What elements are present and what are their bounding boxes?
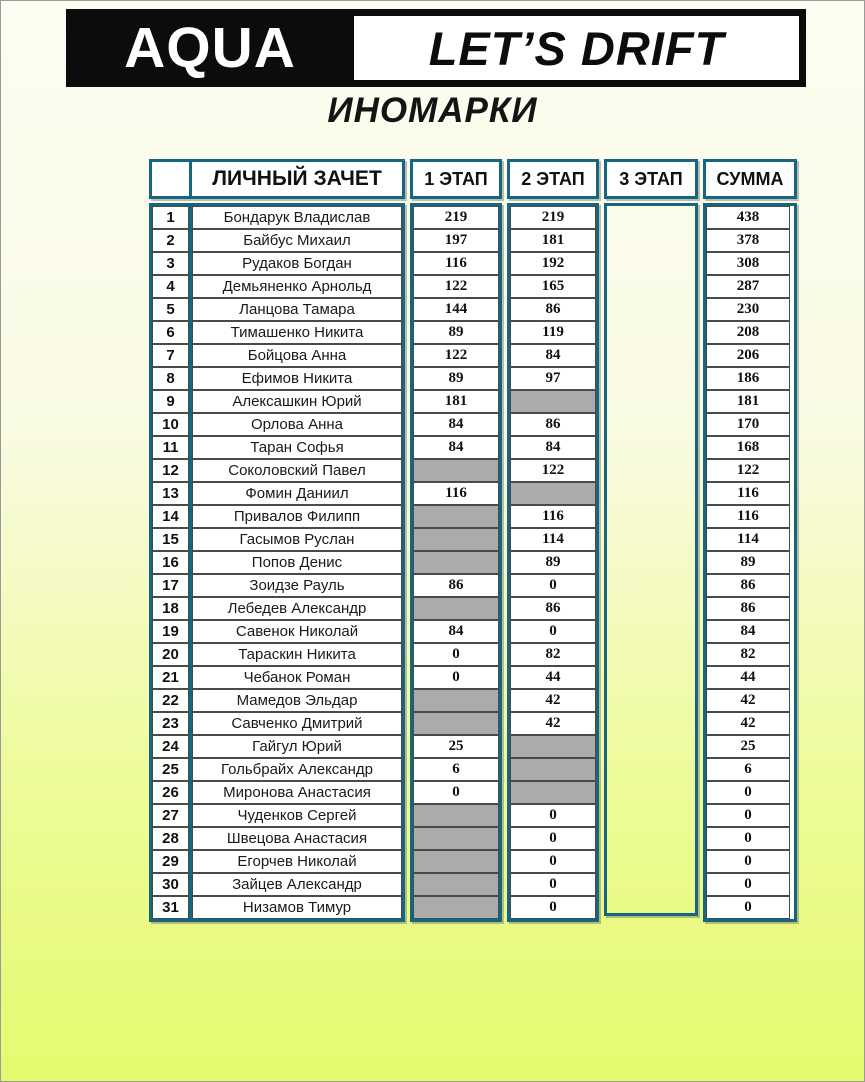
stage2-cell [510, 735, 596, 758]
table-row [152, 206, 402, 229]
sum-cell: 6 [706, 758, 790, 781]
stage1-cell: 197 [413, 229, 499, 252]
table-row [152, 735, 402, 758]
stage1-cell [413, 689, 499, 712]
rank-name-body [149, 203, 405, 922]
stage2-cell: 0 [510, 896, 596, 919]
stage1-cell: 84 [413, 436, 499, 459]
stage1-cell [413, 827, 499, 850]
name-cell: Зайцев Александр [192, 873, 402, 896]
sum-cell: 116 [706, 505, 790, 528]
stage1-cell [413, 528, 499, 551]
name-cell: Привалов Филипп [192, 505, 402, 528]
sum-cell: 0 [706, 896, 790, 919]
name-cell: Ланцова Тамара [192, 298, 402, 321]
table-row [152, 689, 402, 712]
header-name-label: ЛИЧНЫЙ ЗАЧЕТ [212, 167, 382, 190]
table-row [152, 275, 402, 298]
stage1-cell [413, 459, 499, 482]
rank-cell: 4 [152, 275, 189, 298]
header-stage1 [410, 159, 502, 199]
stage1-cell: 181 [413, 390, 499, 413]
rank-cell: 29 [152, 850, 189, 873]
event-logo [66, 9, 806, 87]
stage2-body [507, 203, 599, 922]
table-row [152, 528, 402, 551]
sum-cell: 0 [706, 781, 790, 804]
stage2-cell [510, 758, 596, 781]
sum-cell: 0 [706, 804, 790, 827]
rank-cell: 30 [152, 873, 189, 896]
stage1-cell [413, 597, 499, 620]
logo-brand-text: AQUA [124, 16, 296, 80]
stage2-cell: 86 [510, 298, 596, 321]
table-row [152, 574, 402, 597]
stage1-cell [413, 712, 499, 735]
stage1-cell: 0 [413, 781, 499, 804]
name-cell: Миронова Анастасия [192, 781, 402, 804]
header-sum [703, 159, 797, 199]
stage1-cell: 0 [413, 643, 499, 666]
table-row [152, 620, 402, 643]
table-row [152, 505, 402, 528]
name-cell: Низамов Тимур [192, 896, 402, 919]
rank-cell: 24 [152, 735, 189, 758]
table-row [152, 436, 402, 459]
sum-cell: 378 [706, 229, 790, 252]
name-cell: Лебедев Александр [192, 597, 402, 620]
stage2-cell: 116 [510, 505, 596, 528]
sum-cell: 230 [706, 298, 790, 321]
name-cell: Фомин Даниил [192, 482, 402, 505]
rank-cell: 17 [152, 574, 189, 597]
rank-cell: 12 [152, 459, 189, 482]
rank-cell: 22 [152, 689, 189, 712]
stage2-cell: 0 [510, 804, 596, 827]
rank-cell: 9 [152, 390, 189, 413]
header-stage2-label: 2 ЭТАП [521, 168, 585, 189]
stage1-cell [413, 873, 499, 896]
page-title: ИНОМАРКИ [327, 91, 538, 130]
name-cell: Гайгул Юрий [192, 735, 402, 758]
sum-cell: 186 [706, 367, 790, 390]
stage2-cell: 181 [510, 229, 596, 252]
sum-cell: 86 [706, 597, 790, 620]
table-row [152, 367, 402, 390]
table-row [152, 896, 402, 919]
stage1-cell: 219 [413, 206, 499, 229]
rank-cell: 5 [152, 298, 189, 321]
name-cell: Егорчев Николай [192, 850, 402, 873]
stage2-cell: 192 [510, 252, 596, 275]
rank-cell: 26 [152, 781, 189, 804]
sum-cell: 206 [706, 344, 790, 367]
stage2-cell: 42 [510, 689, 596, 712]
sum-body [703, 203, 797, 922]
header-stage1-label: 1 ЭТАП [424, 168, 488, 189]
logo-tagline-text: LET’S DRIFT [428, 21, 725, 75]
name-cell: Орлова Анна [192, 413, 402, 436]
rank-cell: 15 [152, 528, 189, 551]
stage1-cell: 84 [413, 620, 499, 643]
table-row [152, 873, 402, 896]
sum-cell: 42 [706, 712, 790, 735]
header-rank-name [149, 159, 405, 199]
rank-cell: 13 [152, 482, 189, 505]
sum-cell: 170 [706, 413, 790, 436]
rank-cell: 14 [152, 505, 189, 528]
table-row [152, 712, 402, 735]
name-cell: Гольбрайх Александр [192, 758, 402, 781]
name-cell: Таран Софья [192, 436, 402, 459]
stage2-cell: 84 [510, 344, 596, 367]
stage2-cell: 86 [510, 413, 596, 436]
stage1-cell: 6 [413, 758, 499, 781]
rank-cell: 27 [152, 804, 189, 827]
table-row [152, 850, 402, 873]
stage1-cell: 122 [413, 275, 499, 298]
stage1-cell [413, 850, 499, 873]
table-row [152, 459, 402, 482]
name-cell: Рудаков Богдан [192, 252, 402, 275]
stage2-cell: 97 [510, 367, 596, 390]
rank-cell: 2 [152, 229, 189, 252]
column-group-stage3 [604, 159, 698, 916]
column-group-sum [703, 159, 797, 922]
sum-cell: 86 [706, 574, 790, 597]
name-cell: Савченко Дмитрий [192, 712, 402, 735]
sum-cell: 287 [706, 275, 790, 298]
table-row [152, 229, 402, 252]
sum-cell: 438 [706, 206, 790, 229]
name-cell: Тимашенко Никита [192, 321, 402, 344]
stage1-cell: 116 [413, 482, 499, 505]
sum-cell: 168 [706, 436, 790, 459]
table-row [152, 298, 402, 321]
stage1-cell: 144 [413, 298, 499, 321]
stage2-cell [510, 482, 596, 505]
table-row [152, 666, 402, 689]
rank-cell: 18 [152, 597, 189, 620]
sum-cell: 0 [706, 827, 790, 850]
stage2-cell: 0 [510, 620, 596, 643]
header-rank-cell [152, 162, 189, 196]
column-group-rank-name [149, 159, 405, 922]
sum-cell: 308 [706, 252, 790, 275]
header-stage2 [507, 159, 599, 199]
name-cell: Соколовский Павел [192, 459, 402, 482]
stage3-body-empty [604, 203, 698, 916]
stage2-cell: 219 [510, 206, 596, 229]
table-row [152, 781, 402, 804]
stage1-cell: 25 [413, 735, 499, 758]
sum-cell: 44 [706, 666, 790, 689]
name-cell: Бойцова Анна [192, 344, 402, 367]
stage1-cell: 122 [413, 344, 499, 367]
rank-cell: 28 [152, 827, 189, 850]
rank-cell: 10 [152, 413, 189, 436]
stage2-cell: 0 [510, 827, 596, 850]
name-cell: Чуденков Сергей [192, 804, 402, 827]
stage1-cell: 86 [413, 574, 499, 597]
stage1-body [410, 203, 502, 922]
stage2-cell: 122 [510, 459, 596, 482]
stage2-cell: 114 [510, 528, 596, 551]
name-cell: Ефимов Никита [192, 367, 402, 390]
table-row [152, 413, 402, 436]
rank-cell: 1 [152, 206, 189, 229]
table-row [152, 643, 402, 666]
name-cell: Алексашкин Юрий [192, 390, 402, 413]
stage2-cell: 82 [510, 643, 596, 666]
table-row [152, 597, 402, 620]
header-stage3 [604, 159, 698, 199]
stage1-cell: 0 [413, 666, 499, 689]
name-cell: Савенок Николай [192, 620, 402, 643]
rank-cell: 21 [152, 666, 189, 689]
stage1-cell: 84 [413, 413, 499, 436]
sum-cell: 116 [706, 482, 790, 505]
name-cell: Мамедов Эльдар [192, 689, 402, 712]
stage2-cell: 165 [510, 275, 596, 298]
table-row [152, 252, 402, 275]
column-group-stage2 [507, 159, 599, 922]
stage2-cell: 0 [510, 850, 596, 873]
sum-cell: 42 [706, 689, 790, 712]
sum-cell: 0 [706, 850, 790, 873]
table-row [152, 390, 402, 413]
rank-cell: 11 [152, 436, 189, 459]
sum-cell: 122 [706, 459, 790, 482]
name-cell: Байбус Михаил [192, 229, 402, 252]
stage2-cell: 89 [510, 551, 596, 574]
sum-cell: 84 [706, 620, 790, 643]
stage2-cell: 44 [510, 666, 596, 689]
table-row [152, 551, 402, 574]
stage1-cell [413, 896, 499, 919]
table-row [152, 344, 402, 367]
name-cell: Чебанок Роман [192, 666, 402, 689]
column-group-stage1 [410, 159, 502, 922]
sum-cell: 89 [706, 551, 790, 574]
stage2-cell: 86 [510, 597, 596, 620]
stage2-cell: 84 [510, 436, 596, 459]
table-row [152, 827, 402, 850]
rank-cell: 3 [152, 252, 189, 275]
stage1-cell: 89 [413, 367, 499, 390]
rank-cell: 7 [152, 344, 189, 367]
table-row [152, 482, 402, 505]
rank-cell: 31 [152, 896, 189, 919]
standings-table [149, 159, 797, 922]
name-cell: Демьяненко Арнольд [192, 275, 402, 298]
stage1-cell [413, 505, 499, 528]
stage2-cell [510, 781, 596, 804]
name-cell: Зоидзе Рауль [192, 574, 402, 597]
stage2-cell [510, 390, 596, 413]
table-row [152, 804, 402, 827]
stage1-cell [413, 804, 499, 827]
sum-cell: 0 [706, 873, 790, 896]
stage1-cell: 89 [413, 321, 499, 344]
rank-cell: 6 [152, 321, 189, 344]
rank-cell: 20 [152, 643, 189, 666]
name-cell: Бондарук Владислав [192, 206, 402, 229]
logo-brand-panel [66, 9, 354, 87]
stage1-cell [413, 551, 499, 574]
sum-cell: 114 [706, 528, 790, 551]
name-cell: Гасымов Руслан [192, 528, 402, 551]
table-row [152, 321, 402, 344]
rank-cell: 25 [152, 758, 189, 781]
name-cell: Попов Денис [192, 551, 402, 574]
sum-cell: 181 [706, 390, 790, 413]
logo-tagline-panel [354, 16, 799, 80]
table-row [152, 758, 402, 781]
rank-cell: 23 [152, 712, 189, 735]
stage2-cell: 119 [510, 321, 596, 344]
rank-cell: 8 [152, 367, 189, 390]
header-stage3-label: 3 ЭТАП [619, 168, 683, 189]
header-sum-label: СУММА [716, 168, 784, 189]
rank-cell: 19 [152, 620, 189, 643]
stage2-cell: 0 [510, 574, 596, 597]
rank-cell: 16 [152, 551, 189, 574]
name-cell: Швецова Анастасия [192, 827, 402, 850]
sum-cell: 25 [706, 735, 790, 758]
stage1-cell: 116 [413, 252, 499, 275]
stage2-cell: 0 [510, 873, 596, 896]
sum-cell: 82 [706, 643, 790, 666]
sum-cell: 208 [706, 321, 790, 344]
name-cell: Тараскин Никита [192, 643, 402, 666]
stage2-cell: 42 [510, 712, 596, 735]
